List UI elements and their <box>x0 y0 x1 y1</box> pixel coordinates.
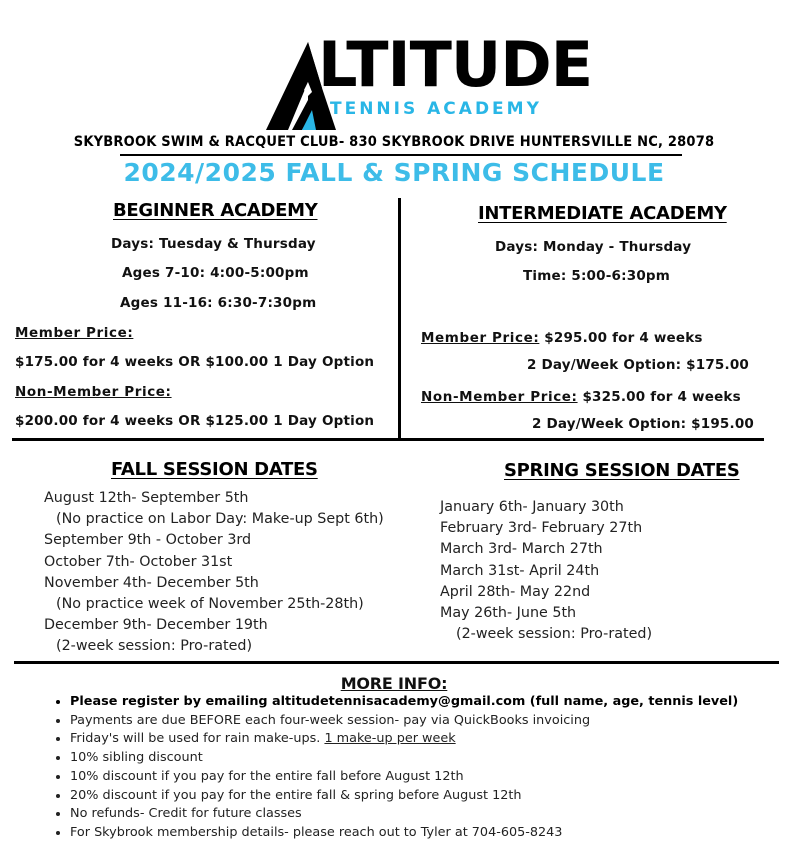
spring-heading: SPRING SESSION DATES <box>504 460 740 481</box>
beginner-member-price: $175.00 for 4 weeks OR $100.00 1 Day Option <box>15 354 375 370</box>
fall-date-line: August 12th- September 5th <box>44 490 249 506</box>
fall-date-line: December 9th- December 19th <box>44 617 268 634</box>
intermediate-member-label: Member Price: <box>421 330 540 346</box>
fall-date-line: September 9th - October 3rd <box>44 532 252 549</box>
beginner-nonmember-price: $200.00 for 4 weeks OR $125.00 1 Day Option <box>15 413 375 429</box>
logo-subtitle: TENNIS ACADEMY <box>330 99 542 119</box>
intermediate-nonmember-price: $325.00 for 4 weeks <box>577 389 741 405</box>
section-divider-top <box>12 438 764 441</box>
info-item: • For Skybrook membership details- please reach out to Tyler at 704-605-8243 <box>70 824 788 843</box>
column-divider <box>398 198 401 439</box>
fall-date-line: October 7th- October 31st <box>44 553 233 570</box>
info-underlined-text: 1 make-up per week <box>324 731 456 747</box>
info-item: • No refunds- Credit for future classes <box>70 805 788 824</box>
beginner-days: Days: Tuesday & Thursday <box>111 236 316 252</box>
fall-heading: FALL SESSION DATES <box>111 459 318 480</box>
more-info-list <box>50 693 788 843</box>
intermediate-member-row <box>421 327 703 346</box>
fall-date-line: November 4th- December 5th <box>44 574 259 591</box>
info-item: • Please register by emailing altitudetennisacademy@gmail.com (full name, age, tennis level) <box>70 693 788 712</box>
beginner-nonmember-label: Non-Member Price: <box>15 384 172 400</box>
spring-date-line: May 26th- June 5th <box>440 605 577 622</box>
beginner-heading: BEGINNER ACADEMY <box>113 200 318 221</box>
intermediate-nonmember-row <box>421 386 741 405</box>
intermediate-nonmember-option: 2 Day/Week Option: $195.00 <box>532 416 755 432</box>
intermediate-days: Days: Monday - Thursday <box>495 239 692 255</box>
spring-date-line: March 31st- April 24th <box>440 562 600 579</box>
intermediate-member-price: $295.00 for 4 weeks <box>539 330 703 346</box>
fall-date-note: (No practice week of November 25th-28th) <box>56 596 364 613</box>
spring-date-line: April 28th- May 22nd <box>440 583 591 600</box>
spring-date-note: (2-week session: Pro-rated) <box>456 626 653 643</box>
spring-dates-list <box>440 497 652 645</box>
intermediate-time: Time: 5:00-6:30pm <box>523 268 671 284</box>
fall-dates-list <box>44 488 384 658</box>
spring-date-line: March 3rd- March 27th <box>440 541 603 558</box>
intermediate-member-option: 2 Day/Week Option: $175.00 <box>527 357 750 373</box>
fall-date-note: (2-week session: Pro-rated) <box>56 638 253 655</box>
club-address: SKYBROOK SWIM & RACQUET CLUB- 830 SKYBROOK DRIVE HUNTERSVILLE NC, 28078 <box>73 134 715 150</box>
info-item: • 10% sibling discount <box>70 749 788 768</box>
more-info-heading: MORE INFO: <box>340 674 448 693</box>
beginner-ages-1: Ages 7-10: 4:00-5:00pm <box>122 265 309 281</box>
info-item: • 20% discount if you pay for the entire fall & spring before August 12th <box>70 787 788 806</box>
logo-wordmark: LTITUDE <box>318 28 593 101</box>
info-text: Friday's will be used for rain make-ups. <box>70 731 325 747</box>
beginner-member-label: Member Price: <box>15 325 134 341</box>
info-item <box>70 730 788 749</box>
info-item: • Payments are due BEFORE each four-week session- pay via QuickBooks invoicing <box>70 712 788 731</box>
spring-date-line: February 3rd- February 27th <box>440 520 643 537</box>
info-item: • 10% discount if you pay for the entire fall before August 12th <box>70 768 788 787</box>
spring-date-line: January 6th- January 30th <box>440 499 624 515</box>
beginner-ages-2: Ages 11-16: 6:30-7:30pm <box>120 295 317 311</box>
fall-date-note: (No practice on Labor Day: Make-up Sept 6th) <box>56 511 384 528</box>
intermediate-heading: INTERMEDIATE ACADEMY <box>478 203 727 224</box>
schedule-title: 2024/2025 FALL & SPRING SCHEDULE <box>123 158 665 187</box>
intermediate-nonmember-label: Non-Member Price: <box>421 389 578 405</box>
address-underline <box>120 154 682 156</box>
section-divider-bottom <box>14 661 779 664</box>
